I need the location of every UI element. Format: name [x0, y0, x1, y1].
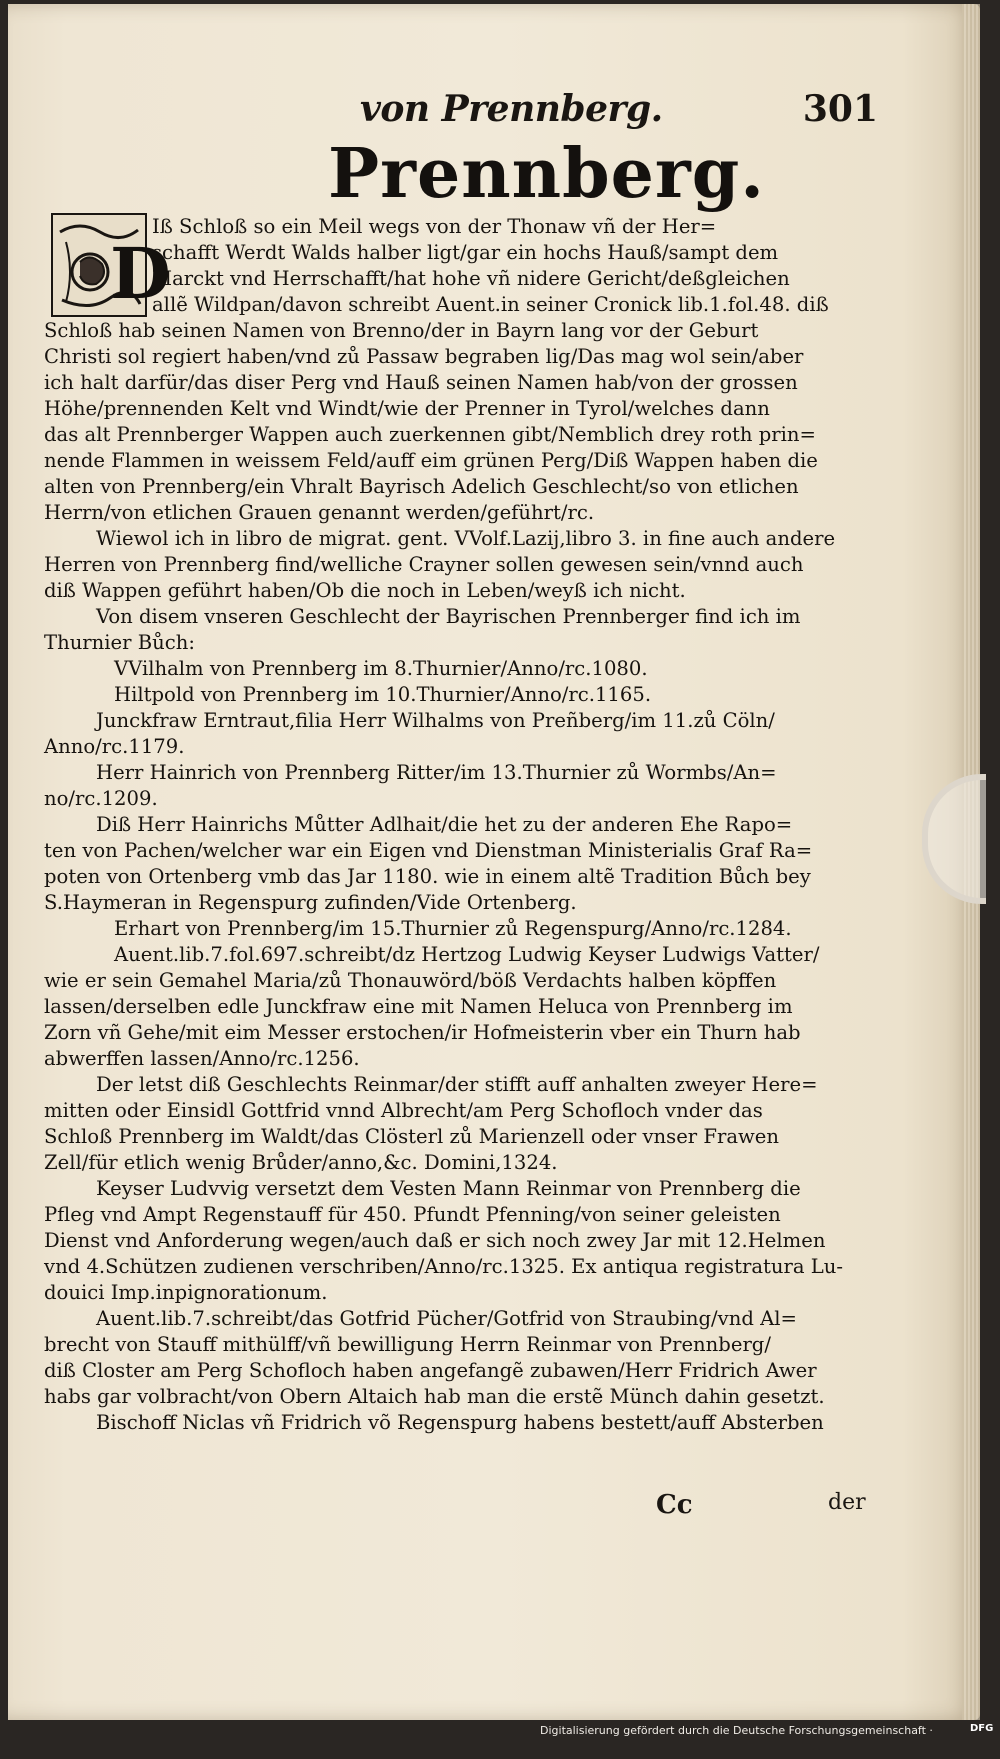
text-line: ten von Pachen/welcher war ein Eigen vnd Dienstman Ministerialis Graf Ra= — [44, 839, 813, 862]
text-line: Herren von Prennberg find/welliche Crayner sollen gewesen sein/vnnd auch — [44, 553, 804, 576]
text-line: Bischoff Niclas vñ Fridrich võ Regenspurg habens bestett/auff Absterben — [96, 1411, 824, 1434]
text-line: Pfleg vnd Ampt Regenstauff für 450. Pfundt Pfenning/von seiner geleisten — [44, 1203, 781, 1226]
text-line: Anno/rc.1179. — [44, 735, 185, 758]
text-line: Von disem vnseren Geschlecht der Bayrischen Prennberger find ich im — [96, 605, 801, 628]
text-line: mitten oder Einsidl Gottfrid vnnd Albrecht/am Perg Schofloch vnder das — [44, 1099, 763, 1122]
text-line: Diß Herr Hainrichs Můtter Adlhait/die het zu der anderen Ehe Rapo= — [96, 813, 793, 836]
text-line: nende Flammen in weissem Feld/auff eim grünen Perg/Diß Wappen haben die — [44, 449, 818, 472]
text-line: alten von Prennberg/ein Vhralt Bayrisch Adelich Geschlecht/so von etlichen — [44, 475, 799, 498]
text-line: S.Haymeran in Regenspurg zufinden/Vide Ortenberg. — [44, 891, 577, 914]
decorated-initial-icon — [50, 212, 171, 318]
text-line: Christi sol regiert haben/vnd zů Passaw begraben lig/Das mag wol sein/aber — [44, 345, 804, 368]
text-line: Wiewol ich in libro de migrat. gent. VVolf.Lazij,libro 3. in fine auch andere — [96, 527, 836, 550]
text-line: douici Imp.inpignorationum. — [44, 1281, 328, 1304]
text-line: das alt Prennberger Wappen auch zuerkennen gibt/Nemblich drey roth prin= — [44, 423, 816, 446]
text-line: vnd 4.Schützen zudienen verschriben/Anno/rc.1325. Ex antiqua registratura Lu- — [44, 1255, 844, 1278]
running-head: von Prennberg. — [360, 88, 663, 130]
text-line: poten von Ortenberg vmb das Jar 1180. wie in einem altẽ Tradition Bůch bey — [44, 865, 811, 888]
text-line: Höhe/prennenden Kelt vnd Windt/wie der Prenner in Tyrol/welches dann — [44, 397, 770, 420]
text-line: Hiltpold von Prennberg im 10.Thurnier/Anno/rc.1165. — [114, 683, 652, 706]
text-line: Herrn/von etlichen Grauen genannt werden/geführt/rc. — [44, 501, 595, 524]
section-title: Prennberg. — [328, 134, 765, 214]
text-line: Dienst vnd Anforderung wegen/auch daß er sich noch zwey Jar mit 12.Helmen — [44, 1229, 826, 1252]
text-line: Junckfraw Erntraut,filia Herr Wilhalms von Preñberg/im 11.zů Cöln/ — [96, 709, 775, 732]
text-line: brecht von Stauff mithülff/vñ bewilligung Herrn Reinmar von Prennberg/ — [44, 1333, 771, 1356]
text-line: ich halt darfür/das diser Perg vnd Hauß seinen Namen hab/von der grossen — [44, 371, 798, 394]
catchword: der — [828, 1490, 866, 1515]
dfg-logo: DFG — [970, 1723, 994, 1734]
text-line: diß Wappen geführt haben/Ob die noch in Leben/weyß ich nicht. — [44, 579, 686, 602]
book-page — [8, 4, 980, 1720]
text-line: allẽ Wildpan/davon schreibt Auent.in seiner Cronick lib.1.fol.48. diß — [152, 293, 829, 316]
text-line: Auent.lib.7.fol.697.schreibt/dz Hertzog Ludwig Keyser Ludwigs Vatter/ — [114, 943, 820, 966]
text-line: VVilhalm von Prennberg im 8.Thurnier/Anno/rc.1080. — [114, 657, 648, 680]
text-line: Zell/für etlich wenig Brůder/anno,&c. Domini,1324. — [44, 1151, 558, 1174]
signature-mark: Cc — [656, 1490, 693, 1520]
text-line: habs gar volbracht/von Obern Altaich hab man die erstẽ Münch dahin gesetzt. — [44, 1385, 825, 1408]
text-line: abwerffen lassen/Anno/rc.1256. — [44, 1047, 360, 1070]
text-line: Iß Schloß so ein Meil wegs von der Thonaw vñ der Her= — [152, 215, 717, 238]
clip-mark — [922, 774, 986, 904]
text-line: Keyser Ludvvig versetzt dem Vesten Mann Reinmar von Prennberg die — [96, 1177, 801, 1200]
initial-letter: D — [110, 232, 171, 315]
page-number: 301 — [802, 88, 878, 130]
text-line: wie er sein Gemahel Maria/zů Thonauwörd/böß Verdachts halben köpffen — [44, 969, 777, 992]
body-text — [44, 214, 874, 1436]
text-line: schafft Werdt Walds halber ligt/gar ein hochs Hauß/sampt dem — [152, 241, 779, 264]
text-line: Marckt vnd Herrschafft/hat hohe vñ nidere Gericht/deßgleichen — [152, 267, 790, 290]
text-line: Erhart von Prennberg/im 15.Thurnier zů Regenspurg/Anno/rc.1284. — [114, 917, 792, 940]
text-line: Herr Hainrich von Prennberg Ritter/im 13.Thurnier zů Wormbs/An= — [96, 761, 777, 784]
text-line: lassen/derselben edle Junckfraw eine mit Namen Heluca von Prennberg im — [44, 995, 793, 1018]
text-line: Zorn vñ Gehe/mit eim Messer erstochen/ir Hofmeisterin vber ein Thurn hab — [44, 1021, 801, 1044]
footer-credit: Digitalisierung gefördert durch die Deutsche Forschungsgemeinschaft · — [540, 1724, 933, 1737]
text-line: no/rc.1209. — [44, 787, 158, 810]
text-line: Schloß hab seinen Namen von Brenno/der in Bayrn lang vor der Geburt — [44, 319, 759, 342]
text-line: Der letst diß Geschlechts Reinmar/der stifft auff anhalten zweyer Here= — [96, 1073, 818, 1096]
text-line: Schloß Prennberg im Waldt/das Clösterl zů Marienzell oder vnser Frawen — [44, 1125, 780, 1148]
text-line: Auent.lib.7.schreibt/das Gotfrid Pücher/Gotfrid von Straubing/vnd Al= — [96, 1307, 797, 1330]
text-line: Thurnier Bůch: — [44, 631, 195, 654]
text-line: diß Closter am Perg Schofloch haben angefangẽ zubawen/Herr Fridrich Awer — [44, 1359, 817, 1382]
